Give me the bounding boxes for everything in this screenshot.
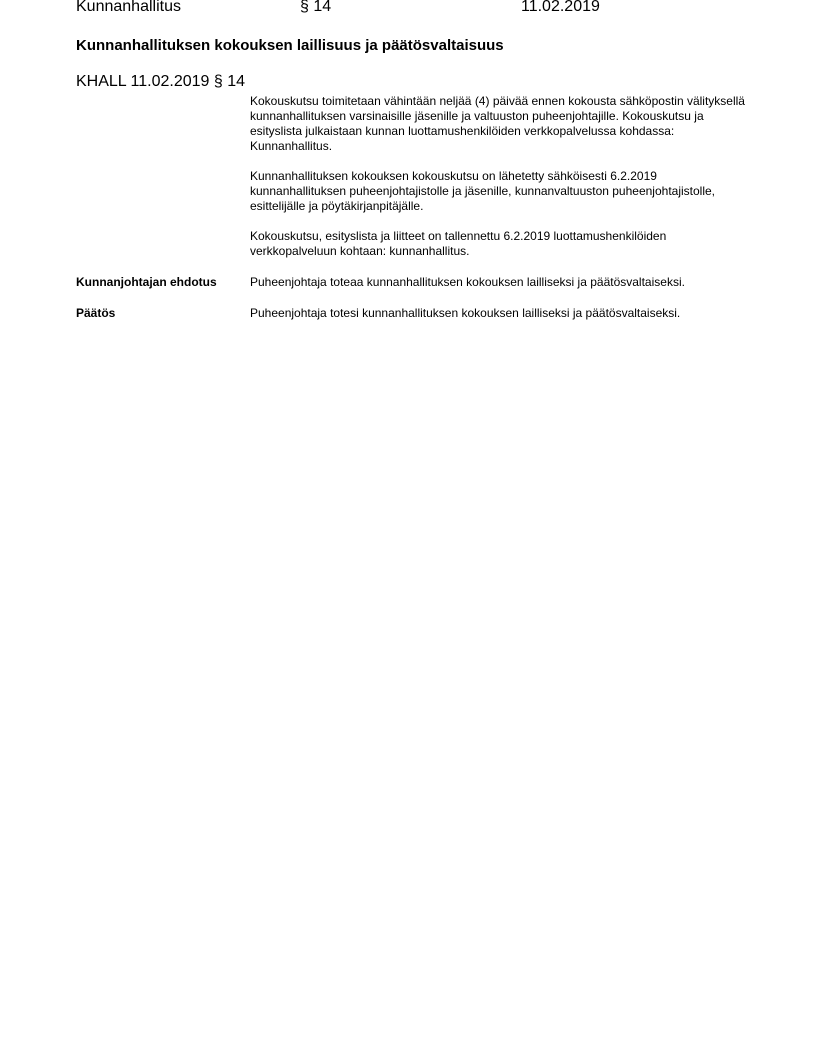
description-content [250,94,750,274]
meeting-reference: KHALL 11.02.2019 § 14 [76,73,246,90]
proposal-text: Puheenjohtaja toteaa kunnanhallituksen kokouksen lailliseksi ja päätösvaltaiseksi. [250,275,685,289]
header-section-number: § 14 [300,0,332,15]
decision-text: Puheenjohtaja totesi kunnanhallituksen kokouksen lailliseksi ja päätösvaltaiseksi. [250,306,681,320]
header-date: 11.02.2019 [521,0,600,15]
decision-label: Päätös [76,306,116,320]
paragraph-invitation-rules: Kokouskutsu toimitetaan vähintään neljää (4) päivää ennen kokousta sähköpostin välityksellä kunnanhallituksen varsinaisille jäsenille ja valtuuston puheenjohtajille. Kokouskutsu ja esityslista julkaistaan kunnan luottamushenkilöiden verkkopalvelussa kohdassa: Kunnanhallitus. [250,94,745,153]
paragraph-invitation-sent: Kunnanhallituksen kokouksen kokouskutsu on lähetetty sähköisesti 6.2.2019 kunnanhallituksen puheenjohtajistolle ja jäsenille, kunnanvaltuuston puheenjohtajistolle, esittelijälle ja pöytäkirjanpitäjälle. [250,169,715,213]
paragraph-attachments-saved: Kokouskutsu, esityslista ja liitteet on tallennettu 6.2.2019 luottamushenkilöiden verkkopalveluun kohtaan: kunnanhallitus. [250,229,667,258]
page-title: Kunnanhallituksen kokouksen laillisuus ja päätösvaltaisuus [76,37,504,54]
page-header [76,0,776,20]
header-body-name: Kunnanhallitus [76,0,181,15]
proposal-label: Kunnanjohtajan ehdotus [76,275,217,289]
